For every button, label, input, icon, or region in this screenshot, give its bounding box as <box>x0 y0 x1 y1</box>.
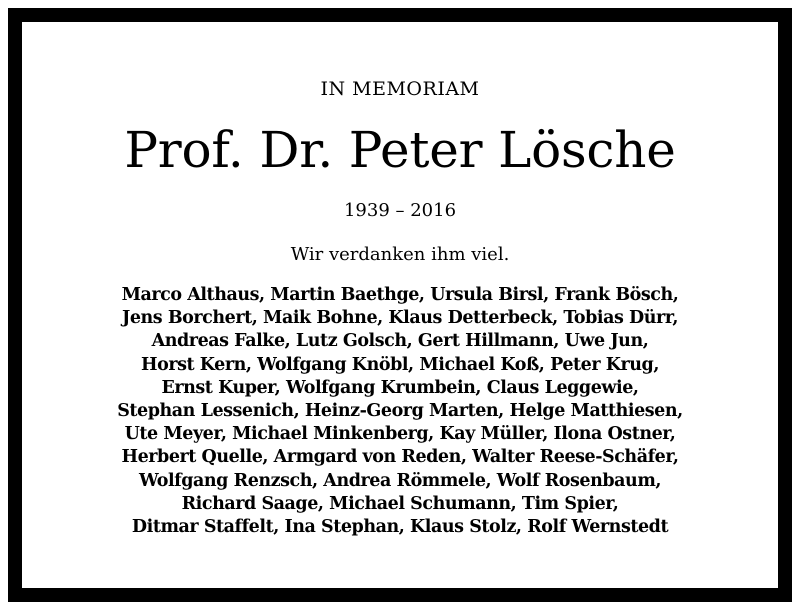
signatories-line: Horst Kern, Wolfgang Knöbl, Michael Koß, Peter Krug, <box>141 354 659 375</box>
signatories-line: Stephan Lessenich, Heinz-Georg Marten, Helge Matthiesen, <box>117 401 683 422</box>
signatories-line: Andreas Falke, Lutz Golsch, Gert Hillmann, Uwe Jun, <box>151 331 649 352</box>
signatories-list <box>22 284 778 539</box>
signatories-line: Ditmar Staffelt, Ina Stephan, Klaus Stolz, Rolf Wernstedt <box>131 517 669 538</box>
obituary-frame <box>8 8 792 602</box>
deceased-name: Prof. Dr. Peter Lösche <box>124 121 676 179</box>
signatories-line: Ernst Kuper, Wolfgang Krumbein, Claus Leggewie, <box>161 377 639 398</box>
signatories-line: Marco Althaus, Martin Baethge, Ursula Birsl, Frank Bösch, <box>121 285 679 305</box>
tagline: Wir verdanken ihm viel. <box>290 244 510 265</box>
signatories-line: Jens Borchert, Maik Bohne, Klaus Detterbeck, Tobias Dürr, <box>122 308 678 329</box>
signatories-line: Ute Meyer, Michael Minkenberg, Kay Müller, Ilona Ostner, <box>124 424 676 445</box>
life-dates: 1939 – 2016 <box>343 200 457 221</box>
signatories-line: Herbert Quelle, Armgard von Reden, Walter Reese-Schäfer, <box>121 447 679 468</box>
obituary-content <box>22 22 778 588</box>
signatories-line: Wolfgang Renzsch, Andrea Römmele, Wolf Rosenbaum, <box>138 470 662 491</box>
heading: IN MEMORIAM <box>320 78 480 100</box>
signatories-line: Richard Saage, Michael Schumann, Tim Spier, <box>181 493 619 514</box>
